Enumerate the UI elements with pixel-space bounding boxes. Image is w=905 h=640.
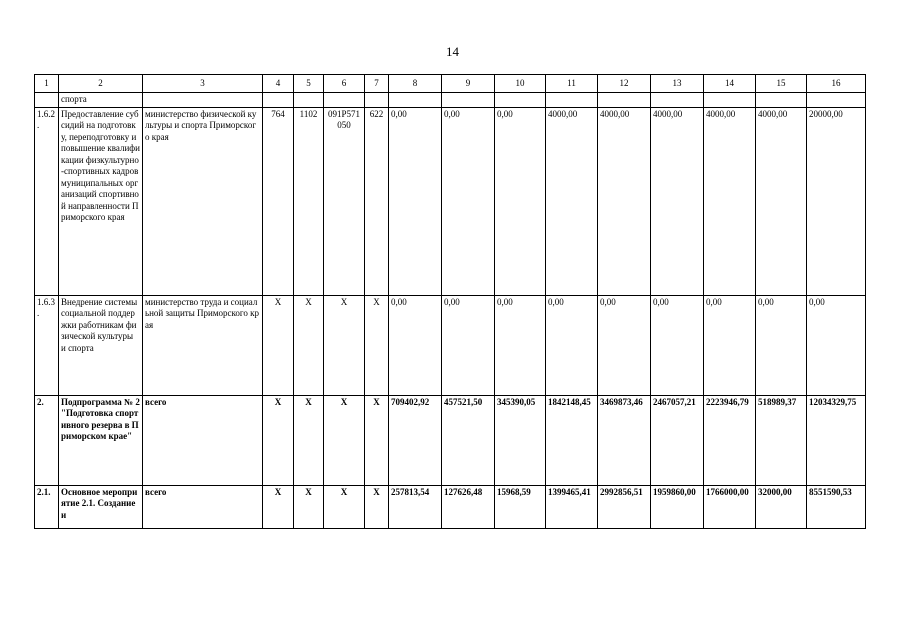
- table-cell: X: [263, 485, 294, 528]
- header-row: [35, 75, 866, 93]
- table-cell: X: [294, 395, 324, 485]
- table-cell: 091P571050: [324, 107, 365, 295]
- table-cell: 709402,92: [389, 395, 442, 485]
- header-cell: 2: [59, 75, 143, 93]
- table-row: [35, 93, 866, 108]
- table-cell: X: [365, 485, 389, 528]
- table-cell: 4000,00: [546, 107, 598, 295]
- table-cell: X: [263, 295, 294, 395]
- table-cell: 0,00: [389, 295, 442, 395]
- table-cell: 622: [365, 107, 389, 295]
- table-cell: Подпрограмма № 2 "Подготовка спортивного резерва в Приморском крае": [59, 395, 143, 485]
- table-cell: 1399465,41: [546, 485, 598, 528]
- header-cell: 13: [651, 75, 704, 93]
- table-cell: 345390,05: [495, 395, 546, 485]
- table-cell: министерство физической культуры и спорта Приморского края: [143, 107, 263, 295]
- table-cell: [263, 93, 294, 108]
- table-cell: 2.1.: [35, 485, 59, 528]
- header-cell: 15: [756, 75, 807, 93]
- table-cell: [495, 93, 546, 108]
- table-cell: [365, 93, 389, 108]
- budget-table: [34, 74, 866, 529]
- table-cell: 20000,00: [807, 107, 866, 295]
- table-row: [35, 107, 866, 295]
- table-cell: X: [263, 395, 294, 485]
- table-cell: 4000,00: [704, 107, 756, 295]
- header-cell: 16: [807, 75, 866, 93]
- table-cell: 1.6.2 .: [35, 107, 59, 295]
- table-cell: 1102: [294, 107, 324, 295]
- table-row: [35, 395, 866, 485]
- table-cell: X: [324, 485, 365, 528]
- table-cell: 15968,59: [495, 485, 546, 528]
- table-cell: 457521,50: [442, 395, 495, 485]
- table-cell: 4000,00: [651, 107, 704, 295]
- table-cell: 3469873,46: [598, 395, 651, 485]
- header-cell: 1: [35, 75, 59, 93]
- table-cell: 8551590,53: [807, 485, 866, 528]
- table-cell: 518989,37: [756, 395, 807, 485]
- table-cell: 764: [263, 107, 294, 295]
- header-cell: 4: [263, 75, 294, 93]
- table-cell: 0,00: [704, 295, 756, 395]
- table-cell: 1959860,00: [651, 485, 704, 528]
- table-cell: X: [365, 295, 389, 395]
- table-cell: X: [324, 295, 365, 395]
- table-cell: 0,00: [756, 295, 807, 395]
- table-cell: 0,00: [546, 295, 598, 395]
- table-cell: 4000,00: [598, 107, 651, 295]
- table-cell: 0,00: [389, 107, 442, 295]
- table-cell: [756, 93, 807, 108]
- table-cell: [35, 93, 59, 108]
- table-cell: Предоставление субсидий на подготовку, переподготовку и повышение квалификации физкультурно-спортивных кадров муниципальных организаций спортивной направленности Приморского края: [59, 107, 143, 295]
- table-cell: [651, 93, 704, 108]
- header-cell: 6: [324, 75, 365, 93]
- table-cell: [389, 93, 442, 108]
- table-cell: 257813,54: [389, 485, 442, 528]
- table-cell: [807, 93, 866, 108]
- table-cell: 2992856,51: [598, 485, 651, 528]
- table-cell: X: [324, 395, 365, 485]
- page-number: 14: [446, 44, 459, 59]
- header-cell: 10: [495, 75, 546, 93]
- table-cell: Основное мероприятие 2.1. Создание и: [59, 485, 143, 528]
- header-cell: 7: [365, 75, 389, 93]
- table-cell: всего: [143, 395, 263, 485]
- table-cell: министерство труда и социальной защиты Приморского края: [143, 295, 263, 395]
- table-cell: 127626,48: [442, 485, 495, 528]
- table-cell: 0,00: [598, 295, 651, 395]
- table-cell: 2.: [35, 395, 59, 485]
- header-cell: 5: [294, 75, 324, 93]
- table-cell: всего: [143, 485, 263, 528]
- table-cell: 0,00: [807, 295, 866, 395]
- table-cell: 0,00: [442, 295, 495, 395]
- header-cell: 12: [598, 75, 651, 93]
- table-cell: Внедрение системы социальной поддержки работникам физической культуры и спорта: [59, 295, 143, 395]
- table-cell: спорта: [59, 93, 143, 108]
- table-row: [35, 295, 866, 395]
- table-cell: 4000,00: [756, 107, 807, 295]
- table-cell: 2223946,79: [704, 395, 756, 485]
- header-cell: 3: [143, 75, 263, 93]
- header-cell: 8: [389, 75, 442, 93]
- table-cell: X: [294, 295, 324, 395]
- table-cell: X: [365, 395, 389, 485]
- table-cell: [546, 93, 598, 108]
- table-cell: [294, 93, 324, 108]
- table-row: [35, 485, 866, 528]
- header-cell: 11: [546, 75, 598, 93]
- table-cell: [598, 93, 651, 108]
- header-cell: 14: [704, 75, 756, 93]
- table-cell: 12034329,75: [807, 395, 866, 485]
- table-cell: 0,00: [495, 107, 546, 295]
- table-cell: 0,00: [651, 295, 704, 395]
- table-cell: [704, 93, 756, 108]
- table-cell: 1766000,00: [704, 485, 756, 528]
- table-cell: 1.6.3 .: [35, 295, 59, 395]
- table-cell: 0,00: [495, 295, 546, 395]
- table-cell: 2467057,21: [651, 395, 704, 485]
- header-cell: 9: [442, 75, 495, 93]
- table-cell: [442, 93, 495, 108]
- table-cell: 0,00: [442, 107, 495, 295]
- table-cell: X: [294, 485, 324, 528]
- table-cell: [143, 93, 263, 108]
- table-cell: [324, 93, 365, 108]
- table-cell: 1842148,45: [546, 395, 598, 485]
- table-cell: 32000,00: [756, 485, 807, 528]
